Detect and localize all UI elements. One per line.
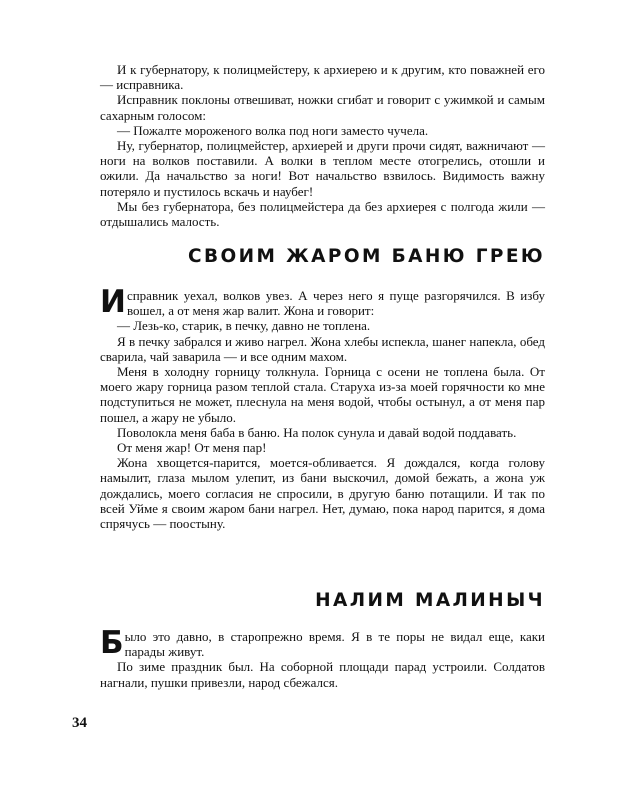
paragraph: Исправник поклоны отвешиват, ножки сгибат и говорит с ужимкой и самым сахарным голосом: — [100, 92, 545, 123]
paragraph: От меня жар! От меня пар! — [117, 440, 267, 456]
paragraph: По зиме праздник был. На соборной площади парад устроили. Солдатов нагнали, пушки привезли, народ сбежался. — [100, 659, 545, 690]
paragraph: Жона хвощется-парится, моется-обливается. Я дождался, когда голову намылит, глаза мылом улепит, из бани выскочил, домой бежать, а жона уж дождались, моего согласия не спросили, в другую баню потащили. И так по всей Уйме я своим жаром бани нагрел. Нет, думаю, пока народ парится, я дома спрячусь — поостыну. — [100, 455, 545, 532]
paragraph: — Лезь-ко, старик, в печку, давно не топлена. — [117, 318, 371, 334]
paragraph: Я в печку забрался и живо нагрел. Жона хлебы испекла, шанег напекла, обед сварила, чай заварила — и все одним махом. — [100, 333, 545, 364]
paragraph: Ну, губернатор, полицмейстер, архиерей и други прочи сидят, важничают — ноги на волков поставили. А волки в теплом месте отогрелись, отошли и ожили. Да начальство за ноги! Вот начальство взвилось. Видимость важну потеряло и пустилось вскачь и наубег! — [100, 138, 545, 199]
opening-text: ыло это давно, в старопрежно время. Я в те поры не видал еще, каки парады живут. — [124, 629, 545, 660]
story-body — [100, 284, 545, 532]
page-number: 34 — [72, 715, 87, 731]
paragraph: Мы без губернатора, без полицмейстера да без архиерея с полгода жили — отдышались малость. — [100, 198, 545, 230]
paragraph: Поволокла меня баба в баню. На полок сунула и давай водой поддавать. — [117, 424, 517, 440]
story-continuation — [100, 62, 545, 229]
story-title: СВОИМ ЖАРОМ БАНЮ ГРЕЮ — [188, 246, 545, 267]
opening-text: справник уехал, волков увез. А через него я пуще разгорячился. В избу вошел, а от меня жар валит. Жона и говорит: — [126, 288, 545, 319]
paragraph: И к губернатору, к полицмейстеру, к архиерею и к другим, кто поважней его — исправника. — [100, 62, 545, 93]
story-body — [100, 625, 545, 690]
opening-paragraph — [100, 625, 545, 661]
story-title: НАЛИМ МАЛИНЫЧ — [315, 590, 545, 611]
drop-cap: И — [100, 284, 126, 320]
paragraph: Меня в холодну горницу толкнула. Горница с осени не топлена была. От моего жару горница разом теплой стала. Старуха из-за моей горячности ко мне подступиться не может, плеснула на меня водой, чтобы остынул, а от меня пар пошел, а жару не убыло. — [100, 364, 545, 425]
opening-paragraph — [100, 284, 545, 320]
drop-cap: Б — [100, 625, 124, 661]
paragraph: — Пожалте мороженого волка под ноги заместо чучела. — [117, 122, 429, 138]
